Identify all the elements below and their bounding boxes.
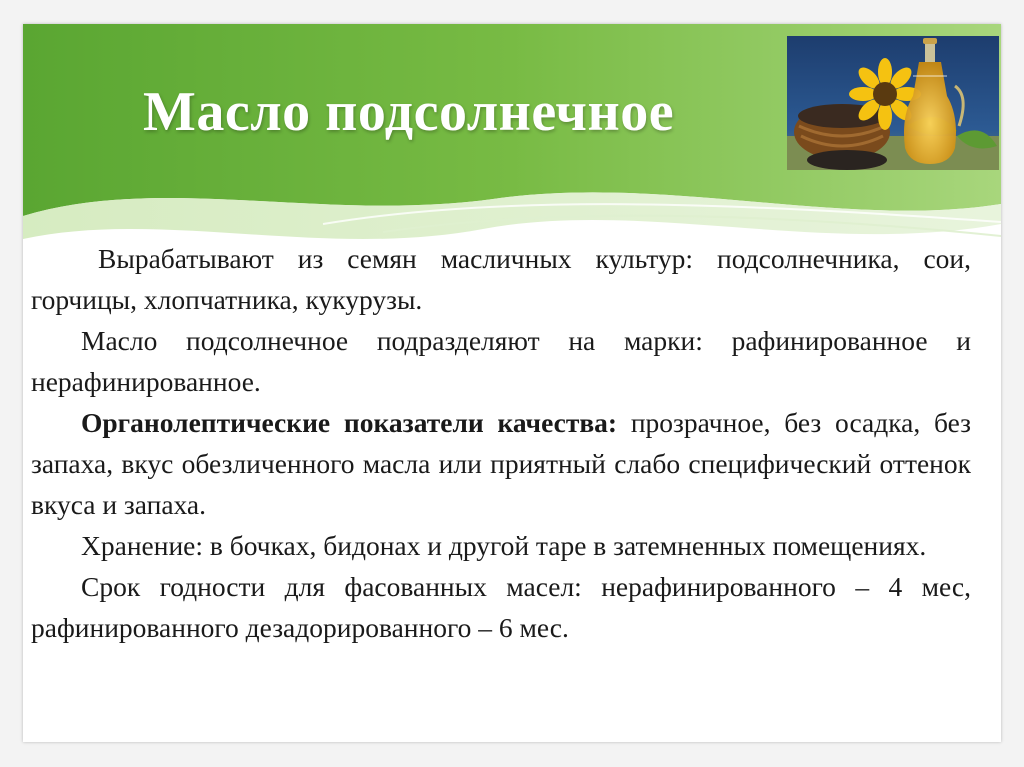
quality-heading: Органолептические показатели качества: (81, 407, 618, 438)
slide (23, 24, 1001, 742)
header-banner (23, 24, 1001, 264)
paragraph-quality (31, 402, 971, 525)
paragraph-grades: Масло подсолнечное подразделяют на марки: рафинированное и нерафинированное. (31, 325, 971, 397)
paragraph-shelf-life: Срок годности для фасованных масел: нерафинированного – 4 мес, рафинированного дезадорированного – 6 мес. (31, 571, 971, 643)
sunflower-oil-photo (787, 36, 999, 170)
paragraph-storage: Хранение: в бочках, бидонах и другой таре в затемненных помещениях. (81, 530, 927, 561)
content-text (31, 238, 971, 648)
paragraph-origin: Вырабатывают из семян масличных культур: подсолнечника, сои, горчицы, хлопчатника, кукурузы. (31, 243, 971, 315)
quality-text: прозрачное, без осадка, без запаха, вкус обезличенного масла или приятный слабо специфический оттенок вкуса и запаха. (31, 407, 971, 520)
slide-title: Масло подсолнечное (143, 81, 675, 143)
